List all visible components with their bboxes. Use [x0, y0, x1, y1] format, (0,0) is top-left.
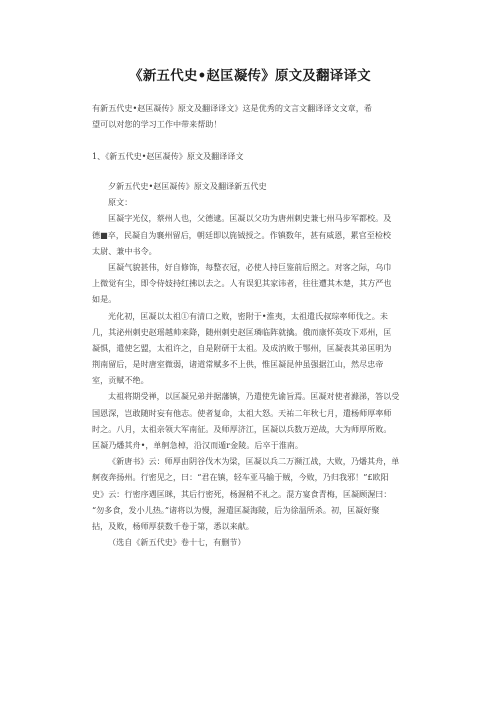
- section-heading-text: 1、《新五代史•赵匡凝传》原文及翻译译文: [92, 151, 244, 161]
- body-line: 舸夜奔扬州。行密见之，曰：“君在镇，轻车亚马输于贼，今败，乃归我邪！”£欧阳: [92, 472, 389, 483]
- body-line: 匡凝乃燔其舟•，单舸急棹，沿汉而遁r金陵。后卒于淮南。: [92, 440, 303, 450]
- body-line: 史》云：行密序遇匡眯，其后行密死，杨渥稍不礼之。混方宴食青梅，匡凝顾渥曰：: [92, 488, 392, 499]
- body-line: （选自《新五代史》卷十七，有删节）: [108, 537, 246, 548]
- body-line: 夕新五代史•赵匡凝传》原文及翻译新五代史: [108, 181, 267, 191]
- body-line: 凝惧，遣使乞盟，太祖许之，自是附研于太祖。及成汭败于鄂州，匡凝表其弟匡明为: [92, 342, 392, 353]
- body-line: 太祖将期受禅，以匡凝兄弟并据藩镇，乃遣使先谕旨焉。匡凝对使者滌涕，答以受: [108, 391, 400, 402]
- intro-paragraph: [92, 100, 420, 132]
- body-line: 原文：: [108, 197, 133, 208]
- body-line: 《新唐书》云：师厚由阴谷伐木为梁，匡凝以兵二万濒江战，大败，乃燔其舟，单: [108, 456, 400, 467]
- body-line: 光化初，匡凝以太祖①有清口之败，密附于•淮夷，太祖遣氏叔琮率师伐之。未: [108, 310, 388, 321]
- body-line: 拈，及败，杨师厚获数千卷于第，悉以来献。: [92, 520, 254, 531]
- body-line: 太尉、兼中书令。: [92, 245, 157, 256]
- body-line: 室，贡赋不绝。: [92, 375, 149, 386]
- body-line: 国恩深，岂敢随时妄有他志。使者复命，太祖大怒。天祐二年秋七月，遣杨师厚率师: [92, 407, 392, 418]
- body-line: “勿多食，发小儿热。”诸将以为慢，渥遣匡凝海陵，后为徐温所杀。初，匡凝好聚: [92, 504, 380, 515]
- body-line: 匡凝字光仪，蔡州人也，父德逮。匡凝以父功为唐州刺史兼七州马步军都校。及: [108, 213, 392, 224]
- body-line: 几，其泌州刺史赵瑶越帅来降，随州刺史赵匡璘临阵就擒。俄而康怀英攻下邓州，匡: [92, 326, 392, 337]
- body-line: 德■卒，民凝自为襄州留后，朝廷即以旄钺授之。作镇数年，甚有威恩，累官至检校: [92, 229, 392, 240]
- intro-line: 有新五代史•赵匡凝传》原文及翻译译文》这是优秀的文言文翻译译文文章，希: [92, 103, 372, 113]
- intro-line: 望可以对您的学习工作中带来帮助！: [92, 119, 222, 130]
- page-title: 《新五代史•赵匡凝传》原文及翻译译文: [129, 68, 371, 84]
- article-body: [92, 178, 420, 550]
- body-line: 如是。: [92, 294, 117, 305]
- body-line: 匡凝气貌甚伟，好自修饰，每整衣冠，必使人持巨鉴前后照之。对客之际，乌巾: [108, 261, 392, 272]
- body-line: 上微觉有尘，即令侍妓持红拂以去之。人有误犯其家讳者，往往遭其木楚，其方严也: [92, 278, 392, 289]
- body-line: 荆南留后，是时唐室微弱，诸道常赋多不上供，惟匡凝昆仲虽强据江山，然尽忠帝: [92, 359, 384, 370]
- body-line: 时之。八月，太祖亲领大军南征。及师厚济江，匡凝以兵数万逆战，大为师厚所败。: [92, 423, 392, 434]
- section-heading: [92, 148, 420, 164]
